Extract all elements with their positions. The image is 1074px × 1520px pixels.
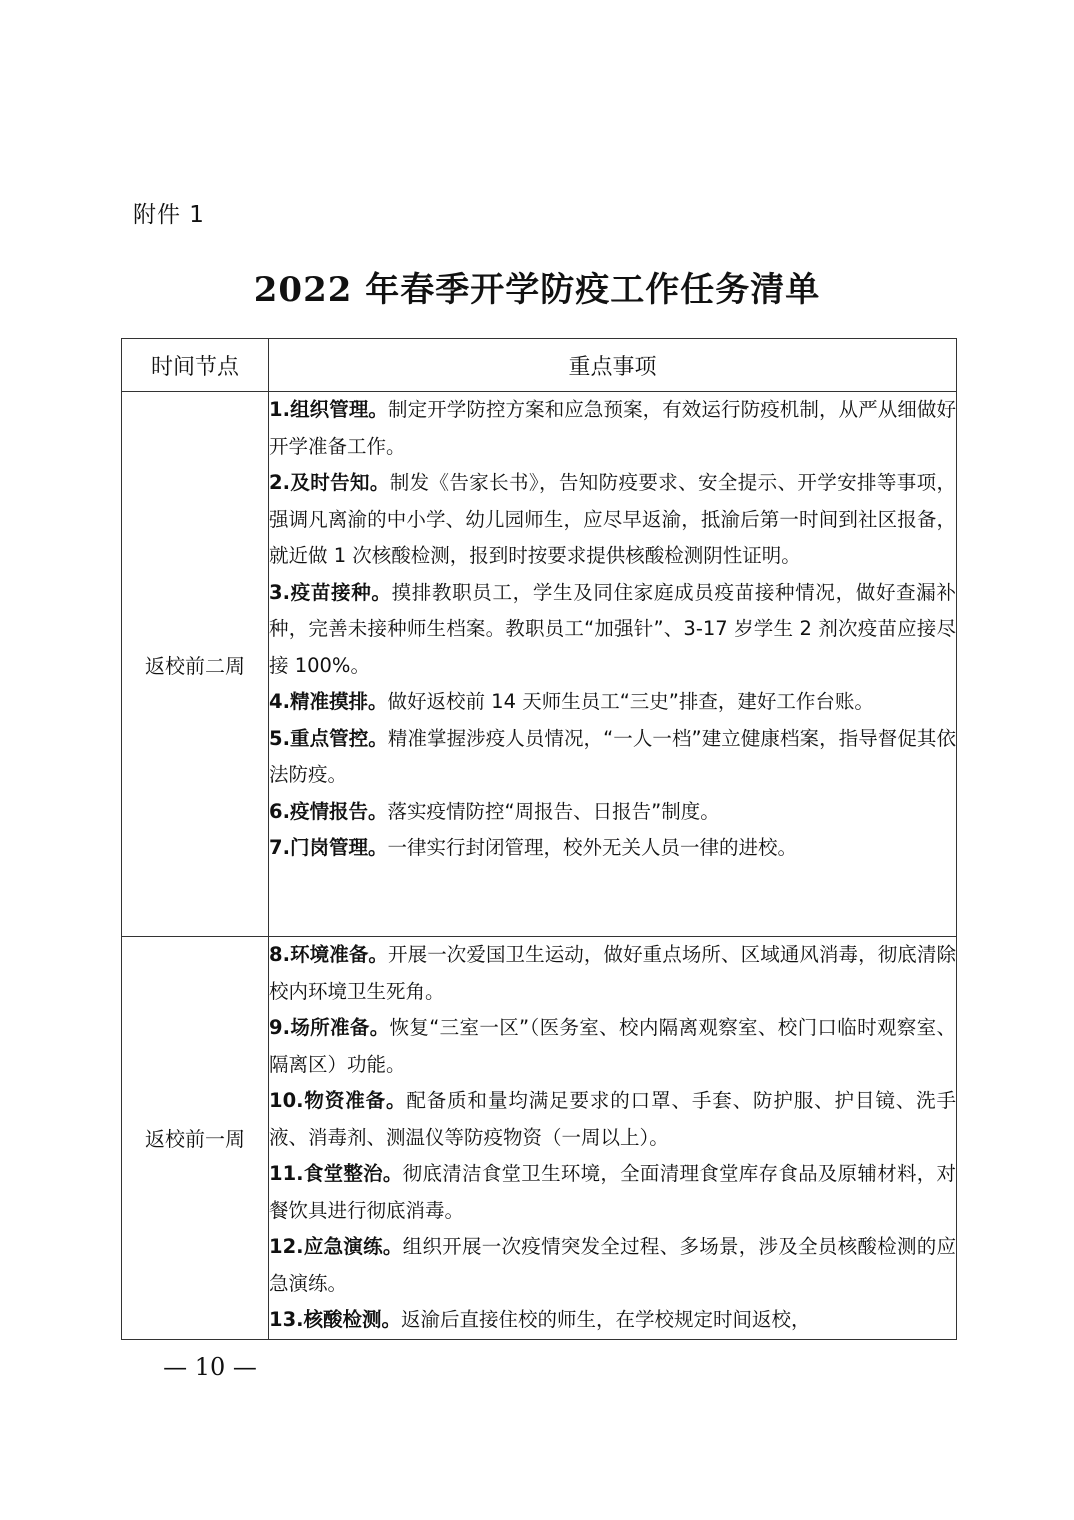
task-item-text: 彻底清洁食堂卫生环境，全面清理食堂库存食品及原辅材料，对餐饮具进行彻底消毒。 <box>269 1162 956 1222</box>
task-item-heading: 3.疫苗接种。 <box>269 580 392 604</box>
task-item <box>269 1156 956 1229</box>
task-item-heading: 5.重点管控。 <box>269 726 388 750</box>
task-item-text: 制定开学防控方案和应急预案，有效运行防疫机制，从严从细做好开学准备工作。 <box>269 398 956 458</box>
task-item-heading: 1.组织管理。 <box>269 398 389 421</box>
task-item-text: 一律实行封闭管理，校外无关人员一律的进校。 <box>387 836 797 859</box>
time-node-cell: 返校前二周 <box>122 392 269 937</box>
task-item <box>269 1083 956 1156</box>
task-item-heading: 4.精准摸排。 <box>269 690 388 713</box>
task-item-heading: 12.应急演练。 <box>269 1235 403 1258</box>
task-item <box>269 575 956 685</box>
header-time-node: 时间节点 <box>122 339 269 392</box>
task-item-text: 返渝后直接住校的师生，在学校规定时间返校， <box>401 1308 811 1331</box>
task-item-text: 恢复“三室一区”（医务室、校内隔离观察室、校门口临时观察室、隔离区）功能。 <box>269 1016 956 1076</box>
task-item <box>269 1010 956 1083</box>
task-item-heading: 2.及时告知。 <box>269 471 390 494</box>
task-table <box>121 338 957 1340</box>
task-item <box>269 1229 956 1302</box>
page-number: — 10 — <box>163 1353 257 1381</box>
table-header-row <box>122 339 957 392</box>
attachment-label: 附件 1 <box>133 202 205 228</box>
task-item-text: 制发《告家长书》，告知防疫要求、安全提示、开学安排等事项，强调凡离渝的中小学、幼儿园师生，应尽早返渝，抵渝后第一时间到社区报备，就近做 1 次核酸检测，报到时按要求提供核酸检测阴性证明。 <box>269 471 956 567</box>
time-node-cell: 返校前一周 <box>122 937 269 1340</box>
items-cell <box>269 937 957 1340</box>
task-item <box>269 684 956 721</box>
task-item <box>269 1302 956 1339</box>
task-item-text: 精准掌握涉疫人员情况，“一人一档”建立健康档案，指导督促其依法防疫。 <box>269 726 956 786</box>
task-item-heading: 6.疫情报告。 <box>269 799 388 823</box>
task-item-heading: 10.物资准备。 <box>269 1089 407 1112</box>
task-item-text: 落实疫情防控“周报告、日报告”制度。 <box>387 799 720 823</box>
task-item-heading: 13.核酸检测。 <box>269 1308 402 1331</box>
task-item-heading: 11.食堂整治。 <box>269 1162 403 1185</box>
task-item-text: 开展一次爱国卫生运动，做好重点场所、区域通风消毒，彻底清除校内环境卫生死角。 <box>269 943 956 1003</box>
task-item <box>269 721 956 794</box>
task-item <box>269 794 956 831</box>
task-item-text: 组织开展一次疫情突发全过程、多场景，涉及全员核酸检测的应急演练。 <box>269 1235 956 1295</box>
task-item-heading: 7.门岗管理。 <box>269 836 388 859</box>
task-item-text: 摸排教职员工，学生及同住家庭成员疫苗接种情况，做好查漏补种，完善未接种师生档案。教职员工“加强针”、3-17 岁学生 2 剂次疫苗应接尽接 100%。 <box>269 580 956 677</box>
task-item-text: 做好返校前 14 天师生员工“三史”排查，建好工作台账。 <box>387 690 874 713</box>
document-title: 2022 年春季开学防疫工作任务清单 <box>253 270 821 310</box>
table-row <box>122 937 957 1340</box>
task-item-heading: 8.环境准备。 <box>269 943 389 966</box>
header-key-items: 重点事项 <box>269 339 957 392</box>
task-item <box>269 937 956 1010</box>
task-item-heading: 9.场所准备。 <box>269 1016 390 1039</box>
task-item-text: 配备质和量均满足要求的口罩、手套、防护服、护目镜、洗手液、消毒剂、测温仪等防疫物资（一周以上）。 <box>269 1089 956 1149</box>
items-cell <box>269 392 957 937</box>
task-item <box>269 392 956 465</box>
task-item <box>269 465 956 575</box>
task-item <box>269 830 956 867</box>
table-row <box>122 392 957 937</box>
